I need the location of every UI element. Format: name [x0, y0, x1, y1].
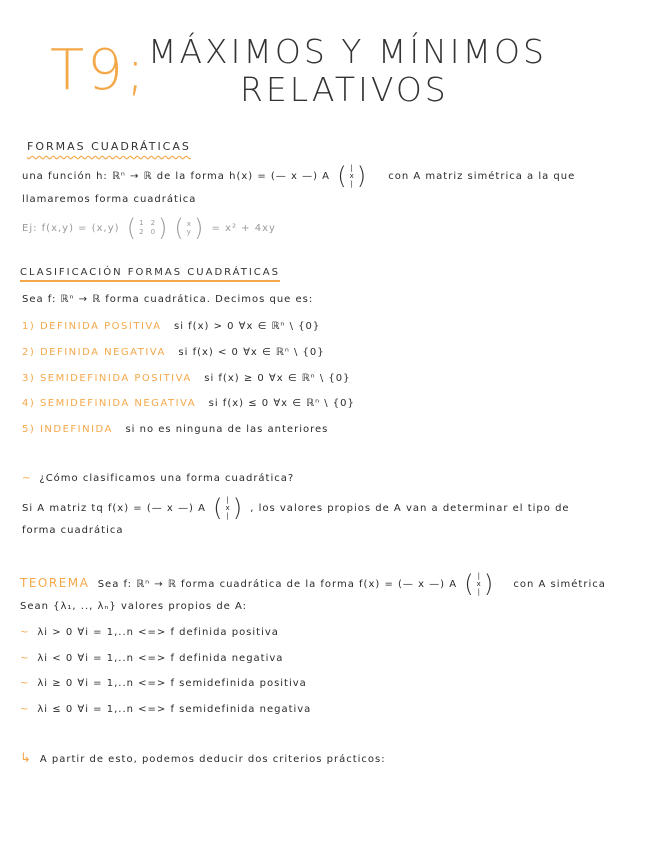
arrow-icon: ↳ — [20, 751, 32, 766]
conclusion-line: ↳ A partir de esto, podemos deducir dos criterios prácticos: — [20, 751, 386, 766]
example-line: Ej: f(x,y) = (x,y) ( 1 2 2 0 ) ( x y ) = x² + 4xy — [22, 214, 276, 242]
teorema-line1: TEOREMA Sea f: ℝⁿ → ℝ forma cuadrática de la forma f(x) = (— x —) A ( | x | ) con A simétrica — [20, 570, 606, 598]
definition-line1 — [22, 164, 575, 188]
definition-line2: llamaremos forma cuadrática — [22, 194, 197, 205]
column-vector: ( | x | ) — [464, 570, 495, 598]
column-vector: ( | x | ) — [337, 162, 368, 190]
definition-text-end: con A matriz simétrica a la que — [388, 171, 576, 182]
section-heading-formas: FORMAS CUADRÁTICAS — [27, 140, 191, 153]
teorema-label: TEOREMA — [20, 576, 90, 590]
column-vector: ( | x | ) — [213, 494, 244, 522]
teorema-bullet: ~ λi < 0 ∀i = 1,..n <=> f definida negativa — [20, 653, 284, 664]
teorema-line2: Sean {λ₁, .., λₙ} valores propios de A: — [20, 601, 248, 612]
clasificacion-item: 1) DEFINIDA POSITIVA si f(x) > 0 ∀x ∈ ℝⁿ \ {0} — [22, 321, 321, 332]
clasificacion-item: 2) DEFINIDA NEGATIVA si f(x) < 0 ∀x ∈ ℝⁿ \ {0} — [22, 347, 325, 358]
section-heading-clasificacion: CLASIFICACIÓN FORMAS CUADRÁTICAS — [20, 267, 280, 282]
question-answer-line2: forma cuadrática — [22, 525, 124, 536]
clasificacion-item: 5) INDEFINIDA si no es ninguna de las anteriores — [22, 424, 329, 435]
teorema-bullet: ~ λi ≥ 0 ∀i = 1,..n <=> f semidefinida positiva — [20, 678, 307, 689]
clasificacion-intro: Sea f: ℝⁿ → ℝ forma cuadrática. Decimos que es: — [22, 294, 314, 305]
page-title-line1: MÁXIMOS Y MÍNIMOS — [148, 32, 547, 71]
teorema-bullet: ~ λi > 0 ∀i = 1,..n <=> f definida positiva — [20, 627, 279, 638]
definition-text: una función h: ℝⁿ → ℝ de la forma h(x) = (— x —) A — [22, 171, 330, 182]
question-line: ~ ¿Cómo clasificamos una forma cuadrática? — [22, 473, 295, 484]
clasificacion-item: 4) SEMIDEFINIDA NEGATIVA si f(x) ≤ 0 ∀x ∈ ℝⁿ \ {0} — [22, 398, 355, 409]
teorema-bullet: ~ λi ≤ 0 ∀i = 1,..n <=> f semidefinida negativa — [20, 704, 312, 715]
clasificacion-item: 3) SEMIDEFINIDA POSITIVA si f(x) ≥ 0 ∀x ∈ ℝⁿ \ {0} — [22, 373, 351, 384]
question-answer-line1: Si A matriz tq f(x) = (— x —) A ( | x | ) , los valores propios de A van a determinar el tipo de — [22, 494, 570, 522]
topic-number: T9; — [50, 38, 148, 103]
page-title-line2: RELATIVOS — [240, 70, 449, 109]
wave-icon: ~ — [22, 473, 32, 484]
